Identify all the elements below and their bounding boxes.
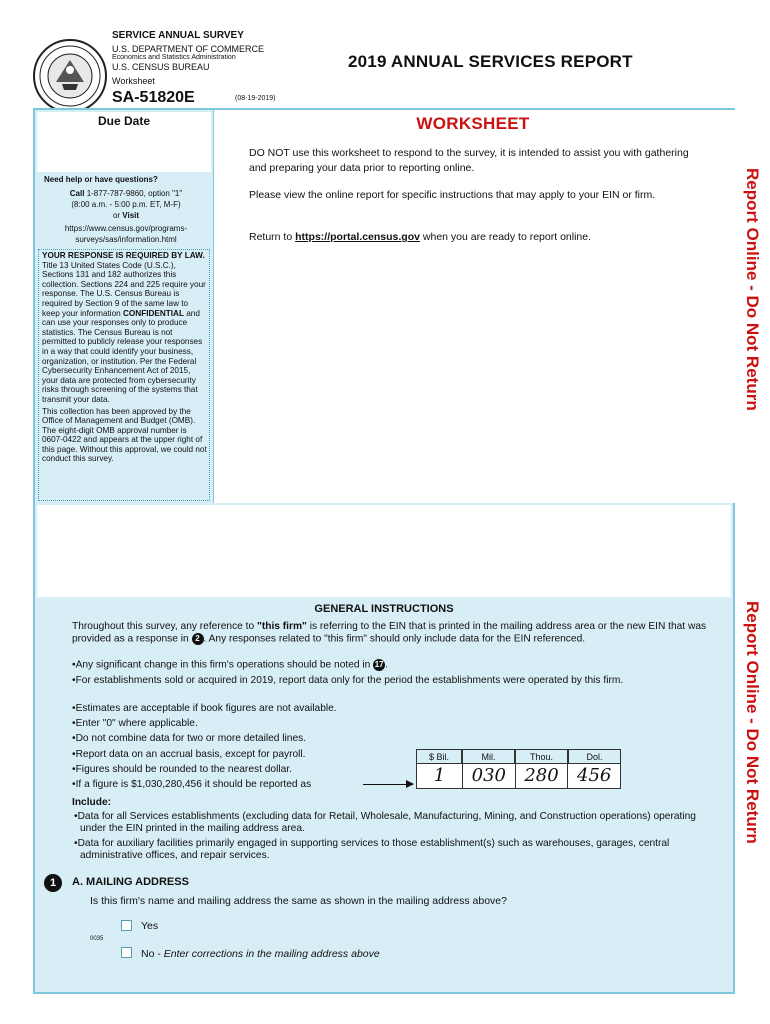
report-title: 2019 ANNUAL SERVICES REPORT [348, 52, 633, 71]
form-date: (08-19-2019) [235, 95, 276, 102]
department-name: U.S. DEPARTMENT OF COMMERCE [112, 44, 265, 54]
item-ref-icon: 17 [374, 660, 384, 669]
bullet-5: •Do not combine data for two or more detailed lines. [72, 733, 307, 744]
no-label: No - Enter corrections in the mailing address above [141, 948, 380, 960]
no-checkbox[interactable] [121, 947, 132, 958]
mailing-address-area [37, 505, 731, 597]
help-hours: (8:00 a.m. - 5:00 p.m. ET, M-F) [71, 200, 181, 209]
include-item-1: •Data for all Services establishments (excluding data for Retail, Wholesale, Manufacturing, Mining, and Construction operations) operating under the EIN printed in the mailing address area. [74, 811, 696, 835]
section-a-title: A. MAILING ADDRESS [72, 876, 189, 888]
bullet-8: •If a figure is $1,030,280,456 it should be reported as [72, 779, 312, 790]
money-value-bil: 1 [417, 764, 463, 788]
yes-label: Yes [141, 920, 159, 932]
census-seal-icon [32, 38, 108, 114]
money-head-mil: Mil. [462, 749, 515, 763]
section-number-icon: 1 [44, 874, 62, 892]
help-visit: or Visit [112, 211, 140, 220]
due-date-label: Due Date [97, 114, 150, 128]
help-url[interactable]: https://www.census.gov/programs-surveys/sas/information.html [64, 224, 188, 244]
money-head-dol: Dol. [568, 749, 621, 763]
item-code: 0035 [90, 936, 104, 942]
help-call: Call 1-877-787-9860, option "1" [69, 189, 183, 198]
portal-link[interactable]: https://portal.census.gov [295, 231, 420, 243]
include-label: Include: [72, 797, 112, 808]
legal-notice: YOUR RESPONSE IS REQUIRED BY LAW. Title 13 United States Code (U.S.C.), Sections 131 and 182 authorizes this collection. Sections 224 and 225 require your response. The U.S. Census Bureau is required by Section 9 of the same law to keep your information CONFIDENTIAL and can use your responses only to produce statistics. The Census Bureau is not permitted to publicly release your responses in a way that could identify your business, organization, or institution. Per the Federal Cybersecurity Enhancement Act of 2015, your data are protected from cybersecurity risks through screening of the systems that transmit your data. This collection has been approved by the Office of Management and Budget (OMB). The eight-digit OMB approval number is 0607-0422 and appears at the upper right of this page. Without this approval, we could not conduct this survey. [42, 251, 207, 464]
bullet-3: •Estimates are acceptable if book figures are not available. [72, 703, 337, 714]
bullet-7: •Figures should be rounded to the nearest dollar. [72, 764, 292, 775]
money-head-thou: Thou. [515, 749, 568, 763]
bullet-2: •For establishments sold or acquired in 2019, report data only for the period the establishments were operated by this firm. [72, 675, 624, 686]
bullet-1: •Any significant change in this firm's operations should be noted in 17 . [72, 659, 388, 671]
survey-title: SERVICE ANNUAL SURVEY [112, 30, 244, 41]
general-instructions-area [35, 599, 733, 992]
include-item-2: •Data for auxiliary facilities primarily engaged in supporting services to those establishment(s) such as warehouses, garages, central administrative offices, and repair services. [74, 838, 670, 862]
money-value-mil: 030 [463, 764, 516, 788]
worksheet-title: WORKSHEET [416, 114, 530, 133]
worksheet-label: Worksheet [112, 76, 155, 86]
worksheet-para-3: Return to https://portal.census.gov when you are ready to report online. [249, 231, 592, 243]
side-banner-bottom: Report Online - Do Not Return [743, 601, 762, 844]
general-instructions-title: GENERAL INSTRUCTIONS [314, 603, 454, 615]
money-example [416, 749, 621, 791]
side-banner-top: Report Online - Do Not Return [743, 168, 762, 411]
money-value-thou: 280 [516, 764, 569, 788]
bureau-name: U.S. CENSUS BUREAU [112, 62, 210, 72]
worksheet-para-1: DO NOT use this worksheet to respond to the survey, it is intended to assist you with gathering and preparing your data prior to reporting online. [249, 147, 689, 174]
yes-checkbox[interactable] [121, 920, 132, 931]
help-section [44, 174, 208, 245]
worksheet-para-2: Please view the online report for specific instructions that may apply to your EIN or firm. [249, 189, 656, 201]
bullet-4: •Enter "0" where applicable. [72, 718, 198, 729]
item-ref-icon: 2 [192, 633, 204, 645]
mailing-address-question: Is this firm's name and mailing address the same as shown in the mailing address above? [90, 895, 507, 907]
money-value-dol: 456 [577, 765, 612, 786]
administration-name: Economics and Statistics Administration [112, 54, 236, 61]
bullet-6: •Report data on an accrual basis, except for payroll. [72, 749, 306, 760]
help-title: Need help or have questions? [44, 175, 158, 184]
money-head-bil: $ Bil. [416, 749, 462, 763]
arrow-right-icon [406, 780, 414, 788]
form-number: SA-51820E [112, 89, 195, 106]
general-intro: Throughout this survey, any reference to "this firm" is referring to the EIN that is printed in the mailing address area or the new EIN that was provided as a response in 2 . Any responses related to "this firm" should only include data for the EIN referenced. [72, 621, 707, 646]
